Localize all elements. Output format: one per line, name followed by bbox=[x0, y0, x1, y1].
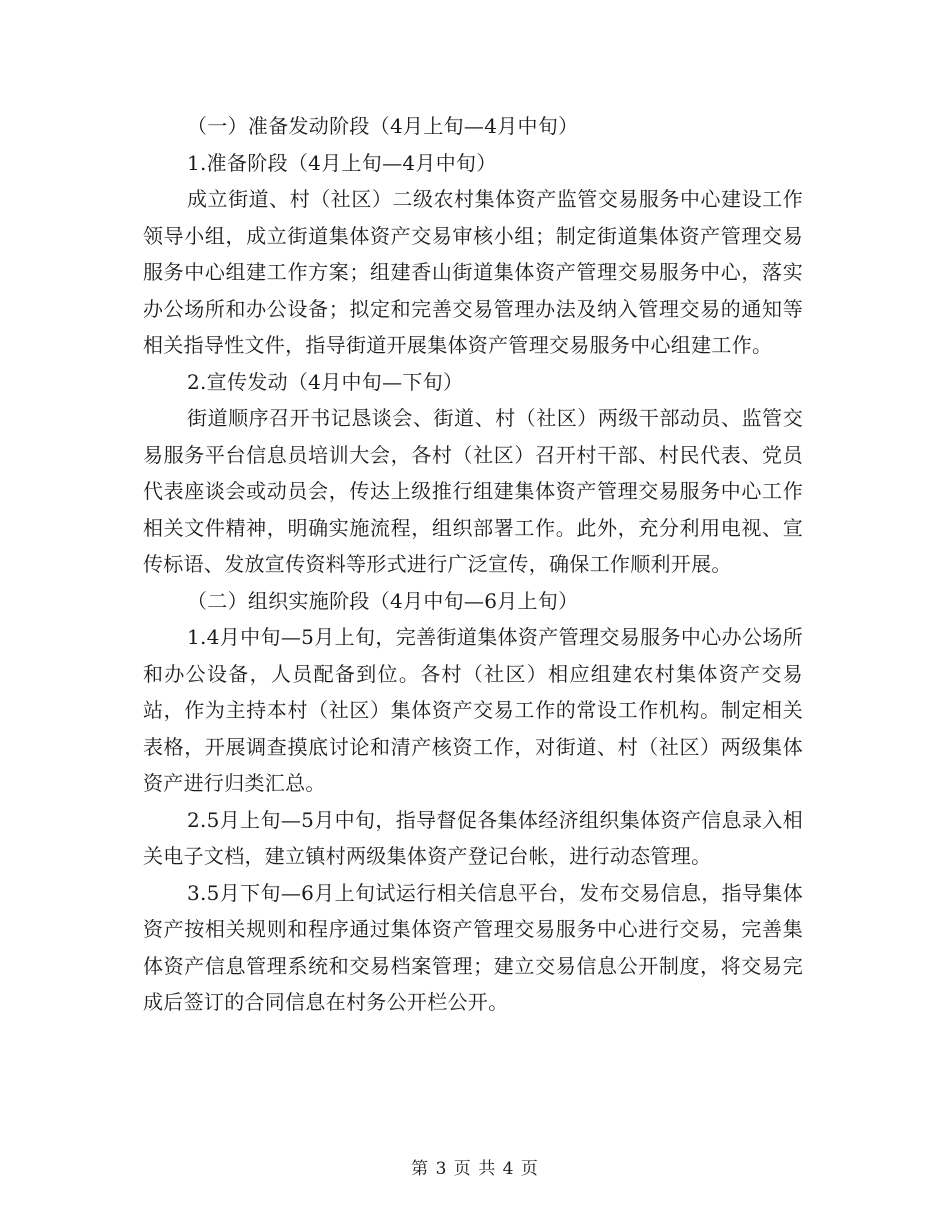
document-body bbox=[143, 108, 803, 1021]
paragraph-step-2: 2.5月上旬—5月中旬，指导督促各集体经济组织集体资产信息录入相关电子文档，建立镇村两级集体资产登记台帐，进行动态管理。 bbox=[143, 807, 803, 868]
page-number-footer: 第 3 页 共 4 页 bbox=[411, 1159, 539, 1179]
paragraph-step-3: 3.5月下旬—6月上旬试运行相关信息平台，发布交易信息，指导集体资产按相关规则和程序通过集体资产管理交易服务中心进行交易，完善集体资产信息管理系统和交易档案管理；建立交易信息公开制度，将交易完成后签订的合同信息在村务公开栏公开。 bbox=[143, 880, 803, 1014]
paragraph-publicity: 街道顺序召开书记恳谈会、街道、村（社区）两级干部动员、监管交易服务平台信息员培训大会，各村（社区）召开村干部、村民代表、党员代表座谈会或动员会，传达上级推行组建集体资产管理交易服务中心工作相关文件精神，明确实施流程，组织部署工作。此外，充分利用电视、宣传标语、发放宣传资料等形式进行广泛宣传，确保工作顺利开展。 bbox=[143, 406, 803, 576]
subsection-heading-1-2: 2.宣传发动（4月中旬—下旬） bbox=[187, 369, 464, 394]
section-heading-1: （一）准备发动阶段（4月上旬—4月中旬） bbox=[187, 114, 579, 138]
paragraph-step-1: 1.4月中旬—5月上旬，完善街道集体资产管理交易服务中心办公场所和办公设备，人员配备到位。各村（社区）相应组建农村集体资产交易站，作为主持本村（社区）集体资产交易工作的常设工作机构。制定相关表格，开展调查摸底讨论和清产核资工作，对街道、村（社区）两级集体资产进行归类汇总。 bbox=[143, 625, 803, 795]
subsection-heading-1-1: 1.准备阶段（4月上旬—4月中旬） bbox=[187, 150, 497, 175]
section-heading-2: （二）组织实施阶段（4月中旬—6月上旬） bbox=[187, 588, 579, 613]
paragraph-preparation: 成立街道、村（社区）二级农村集体资产监管交易服务中心建设工作领导小组，成立街道集体资产交易审核小组；制定街道集体资产管理交易服务中心组建工作方案；组建香山街道集体资产管理交易服务中心，落实办公场所和办公设备；拟定和完善交易管理办法及纳入管理交易的通知等相关指导性文件，指导街道开展集体资产管理交易服务中心组建工作。 bbox=[143, 187, 803, 357]
